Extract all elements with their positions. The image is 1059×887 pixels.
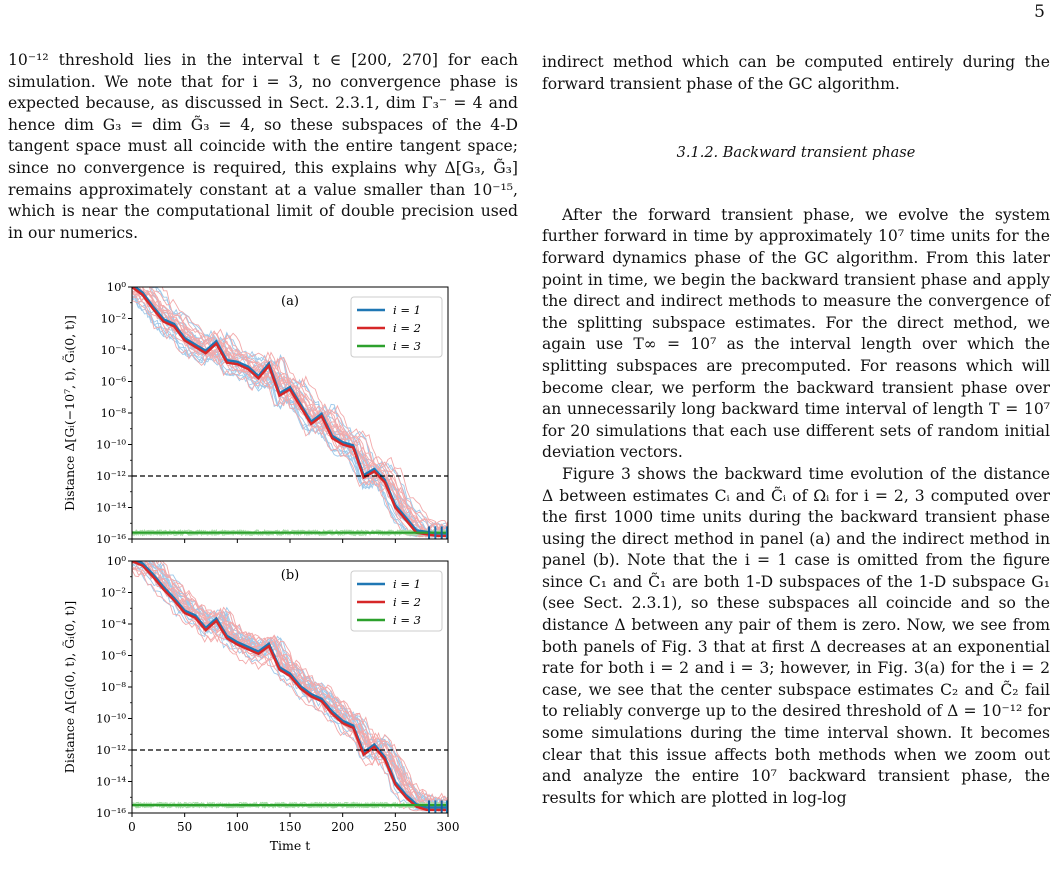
panel-label: (a) (281, 294, 299, 309)
y-tick-label: 10⁻¹² (96, 469, 126, 483)
left-paragraph: 10⁻¹² threshold lies in the interval t ∈ [200, 270] for each simulation. We note that for i = 3, no convergence phase is expected because, as discussed in Sect. 2.3.1, dim Γ₃⁻ = 4 and hence dim G₃ = dim G̃₃ = 4, so these subspaces of the 4-D tangent space must all coincide with the entire tangent space; since no convergence is required, this explains why Δ[G₃, G̃₃] remains approximately constant at a value smaller than 10⁻¹⁵, which is near the computational limit of double precision used in our numerics. (8, 51, 518, 242)
x-tick-label: 0 (128, 820, 136, 834)
x-tick-label: 50 (177, 820, 193, 834)
left-column (8, 50, 518, 244)
y-tick-label: 10⁻⁸ (100, 406, 126, 420)
x-tick-label: 250 (383, 820, 407, 834)
y-tick-label: 10⁻² (100, 311, 126, 326)
legend-label: i = 2 (393, 321, 421, 335)
legend-label: i = 1 (393, 303, 421, 317)
right-paragraph-3: Figure 3 shows the backward time evolution of the distance Δ between estimates Cᵢ and C̃ᵢ of Ωᵢ for i = 2, 3 computed over the first 1000 time units during the backward transient phase using the direct method in panel (a) and the indirect method in panel (b). Note that the i = 1 case is omitted from the figure since C₁ and C̃₁ are both 1-D subspaces of the 1-D subspace G₁ (see Sect. 2.3.1), so these subspaces all coincide and so the distance Δ between any pair of them is zero. Now, we see from both panels of Fig. 3 that at first Δ decreases at an exponential rate for both i = 2 and i = 3; however, in Fig. 3(a) for the i = 2 case, we see that the center subspace estimates C₂ and C̃₂ fail to reliably converge up to the desired threshold of Δ = 10⁻¹² for some simulations during the time interval shown. It becomes clear that this issue affects both methods when we zoom out and analyze the entire 10⁷ backward transient phase, the results for which are plotted in log-log (542, 464, 1050, 807)
legend-label: i = 2 (393, 595, 421, 609)
x-tick-label: 300 (436, 820, 460, 834)
x-tick-label: 100 (225, 820, 249, 834)
x-tick-label: 200 (331, 820, 355, 834)
y-tick-label: 10⁻¹⁴ (96, 500, 126, 515)
subsection-heading: 3.1.2. Backward transient phase (676, 145, 916, 162)
y-tick-label: 10⁻⁶ (100, 648, 126, 663)
x-tick-label: 150 (278, 820, 302, 834)
y-tick-label: 10⁰ (106, 282, 126, 294)
x-axis-label: Time t (269, 838, 311, 853)
y-tick-label: 10⁻¹⁰ (96, 711, 126, 726)
y-tick-label: 10⁻⁴ (100, 343, 126, 357)
y-tick-label: 10⁻⁸ (100, 680, 126, 694)
y-tick-label: 10⁻¹⁶ (96, 806, 126, 820)
y-tick-label: 10⁻⁴ (100, 617, 126, 631)
y-tick-label: 10⁻¹⁶ (96, 532, 126, 546)
y-tick-label: 10⁻⁶ (100, 374, 126, 389)
y-tick-label: 10⁻² (100, 585, 126, 600)
y-axis-label: Distance Δ[Gᵢ(−10⁷, t), G̃ᵢ(0, t)] (62, 315, 77, 511)
y-tick-label: 10⁻¹⁴ (96, 774, 126, 789)
page-number: 5 (1034, 2, 1045, 22)
figure-3 (60, 282, 460, 882)
right-paragraph-1: indirect method which can be computed entirely during the forward transient phase of the GC algorithm. (542, 53, 1050, 93)
panel-label: (b) (280, 568, 300, 583)
legend-label: i = 3 (393, 339, 421, 353)
right-column (542, 52, 1050, 809)
y-axis-label: Distance Δ[Gᵢ(0, t), G̃ᵢ(0, t)] (62, 600, 77, 774)
right-paragraph-2: After the forward transient phase, we evolve the system further forward in time by approximately 10⁷ time units for the forward dynamics phase of the GC algorithm. From this later point in time, we begin the backward transient phase and apply the direct and indirect methods to measure the convergence of the splitting subspace estimates. For the direct method, we again use T∞ = 10⁷ as the interval length over which the splitting subspaces are precomputed. For reasons which will become clear, we perform the backward transient phase over an unnecessarily long backward time interval of length T = 10⁷ for 20 simulations that each use different sets of random initial deviation vectors. (542, 205, 1050, 462)
y-tick-label: 10⁻¹⁰ (96, 437, 126, 452)
legend-label: i = 3 (393, 613, 421, 627)
figure-svg (60, 282, 460, 882)
legend-label: i = 1 (393, 577, 421, 591)
y-tick-label: 10⁻¹² (96, 743, 126, 757)
y-tick-label: 10⁰ (106, 554, 126, 568)
